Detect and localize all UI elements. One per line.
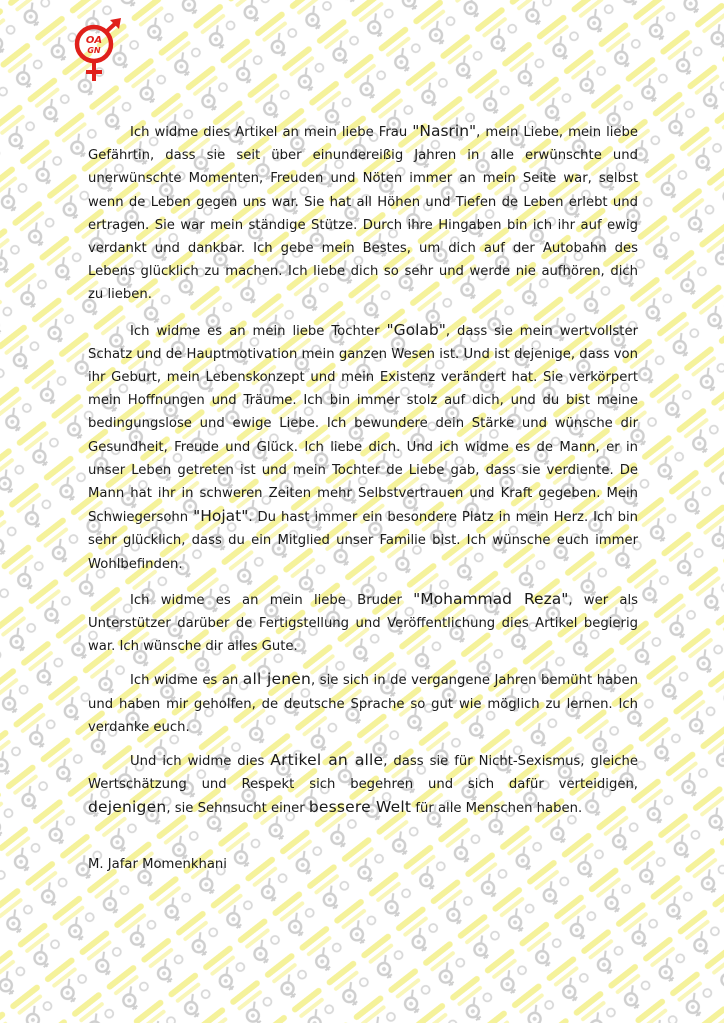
- text-run: Ich widme es an: [130, 673, 243, 689]
- text-run: , mein Liebe, mein liebe Gefährtin, dass sie seit über einundereißig Jahren in alle erwünschte und unerwünschte Momenten, Freuden und Nöten immer an mein Seite war, selbst wenn de Leben gegen uns war. Sie hat all Höhen und Tiefen de Leben erlebt und ertragen. Sie war mein ständige Stütze. Durch ihre Hingaben bin ich ihr auf ewig verdankt und dankbar. Ich gebe mein Bestes, um dich auf der Autobahn des Lebens glücklich zu machen. Ich liebe dich so sehr und werde nie aufhören, dich zu lieben.: [88, 125, 638, 303]
- dedication-paragraph-helpers: [88, 668, 638, 739]
- text-run: , dass sie für Nicht-Sexismus, gleiche Wertschätzung und Respekt sich begehren und sich dafür verteidigen,: [88, 754, 638, 793]
- dedication-paragraph-wife: [88, 120, 638, 307]
- dedication-paragraph-brother: [88, 588, 638, 659]
- text-run: Ich widme dies Artikel an mein liebe Frau: [130, 125, 413, 140]
- emphasis-artikel-an-alle: Artikel an alle: [270, 751, 384, 770]
- name-golab: "Golab": [386, 320, 446, 339]
- name-mohammad-reza: "Mohammad Reza": [413, 589, 569, 608]
- text-run: , dass sie mein wertvollster Schatz und de Hauptmotivation mein ganzen Wesen ist. Und ist dejenige, dass von ihr Geburt, mein Lebenskonzept und mein Existenz verändert hat. Sie verkörpert mein Hoffnungen und Träume. Ich bin immer stolz auf dich, und du bist meine bedingungslose und ewige Liebe. Ich bewundere dein Stärke und wünsche dir Gesundheit, Freude und Glück. Ich liebe dich. Und ich widme es de Mann, er in unser Leben getreten ist und mein Tochter de Liebe gab, dass sie verdiente. De Mann hat ihr in schweren Zeiten mehr Selbstvertrauen und Kraft gegeben. Mein Schwiegersohn: [88, 323, 638, 526]
- text-run: , sie Sehnsucht einer: [166, 801, 309, 817]
- dedication-paragraph-all: [88, 749, 638, 821]
- text-run: , sie sich in de vergangene Jahren bemüht haben und haben mir geholfen, de deutsche Sprache so gut wie möglich zu lernen. Ich verdanke euch.: [88, 673, 638, 735]
- logo-text-bottom: GN: [87, 46, 101, 55]
- signature: M. Jafar Momenkhani: [88, 856, 227, 872]
- text-run: . Du hast immer ein besondere Platz in mein Herz. Ich bin sehr glücklich, dass du ein Mitglied unser Familie bist. Ich wünsche euch immer Wohlbefinden.: [88, 510, 638, 572]
- dedication-text: [88, 120, 638, 888]
- text-run: Ich widme es an mein liebe Bruder: [130, 592, 414, 608]
- name-nasrin: "Nasrin": [412, 122, 477, 140]
- text-run: Ich widme es an mein liebe Tochter: [130, 323, 387, 339]
- name-hojat: "Hojat": [193, 507, 249, 526]
- text-run: , wer als Unterstützer darüber de Fertigstellung und Veröffentlichung dies Artikel begierig war. Ich wünsche dir alles Gute.: [88, 592, 638, 655]
- emphasis-bessere-welt: bessere Welt: [308, 798, 412, 817]
- logo-text-top: OA: [85, 35, 103, 46]
- emphasis-dejenigen: dejenigen: [88, 798, 167, 817]
- emphasis-all-jenen: all jenen: [242, 670, 311, 689]
- text-run: Und ich widme dies: [130, 754, 271, 770]
- text-run: für alle Menschen haben.: [411, 801, 583, 817]
- dedication-paragraph-daughter: [88, 319, 638, 576]
- oagn-logo: [72, 18, 124, 84]
